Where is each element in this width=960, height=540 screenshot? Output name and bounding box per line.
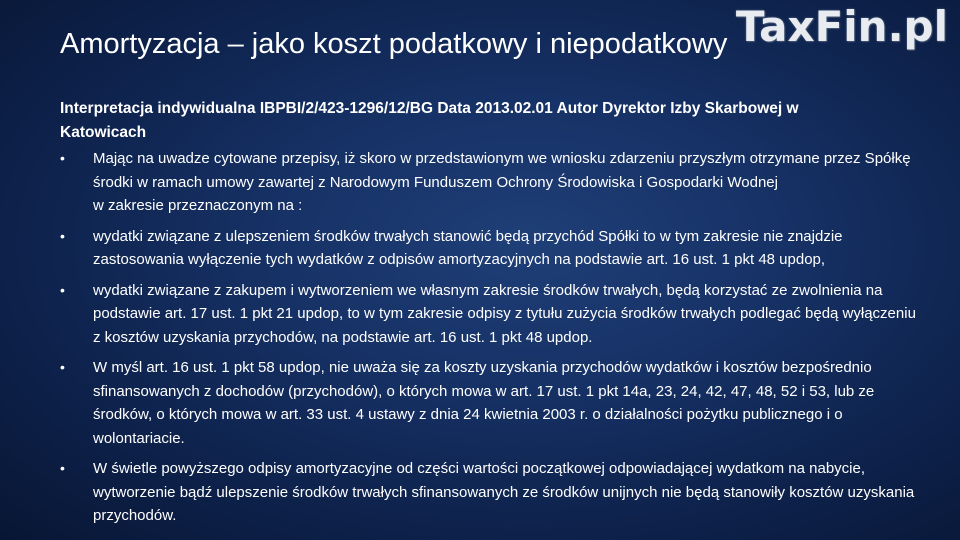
list-item-text: wydatki związane z zakupem i wytworzeniem we własnym zakresie środków trwałych, będą korzystać ze zwolnienia na podstawie art. 17 ust. 1 pkt 21 updop, to w tym zakresie odpisy z tytułu zużycia środków trwałych podlegać będą wyłączeniu z kosztów uzyskania przychodów, na podstawie art. 16 ust. 1 pkt 48 updop.	[93, 281, 916, 346]
list-item-text: W świetle powyższego odpisy amortyzacyjne od części wartości początkowej odpowiadającej wydatkom na nabycie, wytworzenie bądź ulepszenie środków trwałych sfinansowanych ze środków unijnych nie będą stanowiły kosztów uzyskania przychodów.	[93, 460, 915, 524]
list-item-continuation: w zakresie przeznaczonym na :	[93, 197, 303, 214]
bullet-icon: •	[60, 359, 65, 375]
list-item-text: Mając na uwadze cytowane przepisy, iż skoro w przedstawionym we wniosku zdarzeniu przyszłym otrzymane przez Spółkę środki w ramach umowy zawartej z Narodowym Funduszem Ochrony Środowiska i Gospodarki Wodnej	[93, 150, 911, 191]
slide-content	[60, 147, 920, 528]
bullet-icon: •	[60, 227, 65, 244]
interpretation-reference: Interpretacja indywidualna IBPBI/2/423-1296/12/BG Data 2013.02.01 Autor Dyrektor Izby Skarbowej w Katowicach	[60, 100, 799, 141]
slide-title: Amortyzacja – jako koszt podatkowy i niepodatkowy	[60, 28, 728, 60]
bullet-icon: •	[60, 460, 65, 476]
list-item	[60, 225, 920, 272]
list-item	[60, 457, 920, 528]
list-item	[60, 279, 920, 350]
list-item-text: W myśl art. 16 ust. 1 pkt 58 updop, nie uważa się za koszty uzyskania przychodów wydatków i kosztów bezpośrednio sfinansowanych z dochodów (przychodów), o których mowa w art. 17 ust. 1 pkt 14a, 23, 24, 42, 47, 48, 52 i 53, lub ze środków, o których mowa w art. 33 ust. 4 ustawy z dnia 24 kwietnia 2003 r. o działalności pożytku publicznego i o wolontariacie.	[93, 359, 875, 447]
list-item	[60, 356, 920, 450]
taxfin-logo: TaxFin.pl	[735, 2, 948, 51]
list-item	[60, 147, 920, 218]
list-item-text: wydatki związane z ulepszeniem środków trwałych stanowić będą przychód Spółki to w tym zakresie nie znajdzie zastosowania wyłączenie tych wydatków z odpisów amortyzacyjnych na podstawie art. 16 ust. 1 pkt 48 updop,	[93, 227, 843, 268]
bullet-icon: •	[60, 150, 65, 166]
bullet-icon: •	[60, 281, 65, 298]
